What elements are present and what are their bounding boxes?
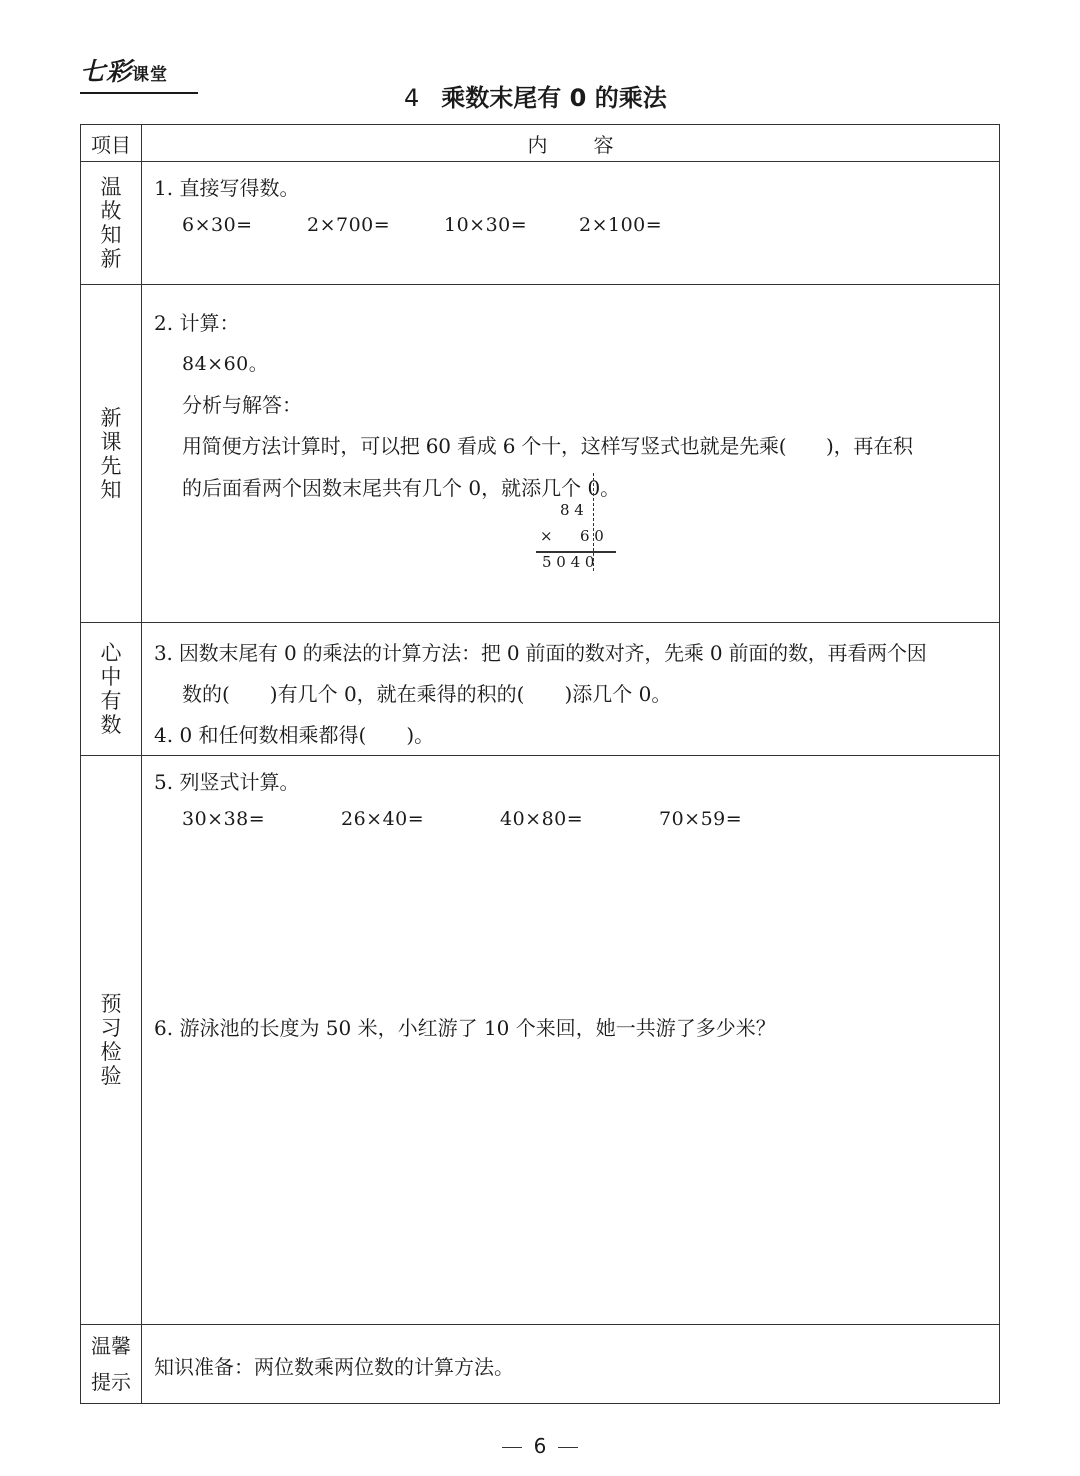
label-tips-b: 提示 (91, 1370, 131, 1394)
section-mind (81, 623, 1000, 756)
expr-review-2: 2×700= (307, 214, 391, 236)
expr-preview-3: 40×80= (500, 808, 584, 830)
section-label-mind (81, 623, 142, 756)
page-number: 6 (533, 1434, 547, 1458)
question-2: 2. 计算： (154, 311, 240, 335)
question-1: 1. 直接写得数。 (154, 176, 300, 200)
brand-logo (80, 52, 200, 94)
brand-logo-main: 七彩 (80, 57, 133, 86)
label-review: 温故知新 (100, 175, 122, 271)
lesson-number: 4 (404, 84, 420, 112)
vertical-calculation (536, 501, 626, 601)
label-tips-a: 温馨 (91, 1334, 131, 1358)
analysis-para-1: 用简便方法计算时，可以把 60 看成 6 个十，这样写竖式也就是先乘( )，再在积 (182, 434, 913, 458)
lesson-title: 乘数末尾有 0 的乘法 (441, 84, 667, 112)
section-label-new (81, 285, 142, 623)
label-mind: 心中有数 (100, 641, 122, 737)
analysis-label: 分析与解答： (182, 393, 302, 417)
label-new: 新课先知 (100, 405, 122, 502)
header-content-a: 内 (527, 132, 548, 157)
section-label-preview (81, 756, 142, 1325)
vertical-row-3: 5 0 4 0 (542, 553, 595, 571)
section-label-tips (81, 1325, 142, 1404)
page-title (404, 78, 667, 113)
analysis-para-2: 的后面看两个因数末尾共有几个 0，就添几个 0。 (182, 476, 621, 500)
expr-preview-2: 26×40= (341, 808, 425, 830)
question-3-line-1: 3. 因数末尾有 0 的乘法的计算方法：把 0 前面的数对齐，先乘 0 前面的数，再看两个因 (154, 641, 927, 665)
question-4: 4. 0 和任何数相乘都得( )。 (154, 723, 435, 747)
content-new (142, 285, 1000, 623)
section-preview (81, 756, 1000, 1325)
content-review (142, 162, 1000, 285)
expr-review-4: 2×100= (579, 214, 663, 236)
tips-text: 知识准备：两位数乘两位数的计算方法。 (154, 1355, 514, 1379)
expr-review-1: 6×30= (182, 214, 253, 236)
vertical-row-2: 6 0 (580, 527, 604, 545)
content-mind (142, 623, 1000, 756)
section-new (81, 285, 1000, 623)
header-content-b: 容 (593, 132, 614, 157)
label-preview: 预习检验 (100, 992, 122, 1088)
brand-logo-sub: 课堂 (132, 65, 169, 85)
content-tips (142, 1325, 1000, 1404)
footer-dash-right (558, 1447, 578, 1449)
section-review (81, 162, 1000, 285)
section-label-review (81, 162, 142, 285)
question-5: 5. 列竖式计算。 (154, 770, 300, 794)
expr-review-3: 10×30= (444, 214, 528, 236)
expr-preview-4: 70×59= (659, 808, 743, 830)
section-tips (81, 1325, 1000, 1404)
brand-underline (80, 92, 198, 94)
content-preview (142, 756, 1000, 1325)
header-item: 项目 (81, 125, 142, 162)
page-footer (0, 1434, 1080, 1458)
table-header-row (81, 125, 1000, 162)
problem-2: 84×60。 (182, 353, 269, 375)
expr-preview-1: 30×38= (182, 808, 266, 830)
question-3-line-2: 数的( )有几个 0，就在乘得的积的( )添几个 0。 (182, 682, 672, 706)
worksheet-table (80, 124, 1000, 1404)
vertical-op: × (540, 527, 553, 545)
vertical-row-1: 8 4 (560, 501, 584, 519)
footer-dash-left (502, 1447, 522, 1449)
question-6: 6. 游泳池的长度为 50 米，小红游了 10 个来回，她一共游了多少米？ (154, 1016, 776, 1040)
vertical-dashed-line (593, 473, 594, 571)
header-content (142, 125, 1000, 162)
